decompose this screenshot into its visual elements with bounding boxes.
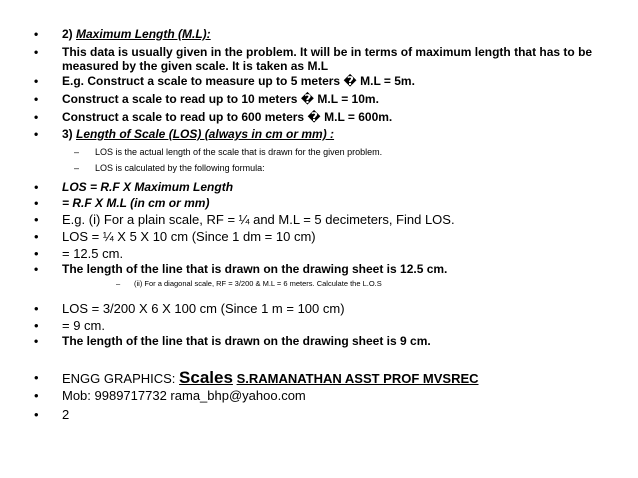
bullet: • bbox=[34, 262, 39, 276]
bullet: • bbox=[34, 180, 39, 194]
los-formula-short-text: = R.F X M.L (in cm or mm) bbox=[62, 196, 210, 210]
contact-text: Mob: 9989717732 rama_bhp@yahoo.com bbox=[62, 388, 306, 403]
conclusion-2-text: The length of the line that is drawn on the drawing sheet is 9 cm. bbox=[62, 334, 431, 348]
example-600m-text: Construct a scale to read up to 600 meters � M.L = 600m. bbox=[62, 110, 393, 124]
bullet: • bbox=[34, 407, 39, 422]
dash: – bbox=[74, 147, 80, 157]
bullet: • bbox=[34, 301, 39, 316]
plain-scale-example-text: E.g. (i) For a plain scale, RF = ¼ and M.L = 5 decimeters, Find LOS. bbox=[62, 212, 455, 227]
bullet: • bbox=[34, 196, 39, 210]
los-definition-text: LOS is the actual length of the scale that is drawn for the given problem. bbox=[95, 147, 383, 157]
dash: – bbox=[74, 163, 80, 173]
ml-description-text: This data is usually given in the problem. It will be in terms of maximum length that has to be measured by the given scale. It is taken as M.L bbox=[62, 45, 593, 73]
example-10m-text: Construct a scale to read up to 10 meters � M.L = 10m. bbox=[62, 92, 379, 106]
item-number: 3) bbox=[62, 127, 73, 141]
bullet: • bbox=[34, 212, 39, 227]
los-result-2-text: = 9 cm. bbox=[62, 318, 105, 333]
scales-title: Scales bbox=[179, 368, 233, 387]
los-formula-text: LOS = R.F X Maximum Length bbox=[62, 180, 234, 194]
bullet: • bbox=[34, 110, 39, 124]
los-calc-2-text: LOS = 3/200 X 6 X 100 cm (Since 1 m = 100 cm) bbox=[62, 301, 345, 316]
diagonal-scale-example-text: (ii) For a diagonal scale, RF = 3/200 & M.L = 6 meters. Calculate the L.O.S bbox=[134, 279, 382, 288]
bullet: • bbox=[34, 92, 39, 106]
bullet: • bbox=[34, 246, 39, 261]
dash: – bbox=[116, 279, 121, 288]
course-prefix: ENGG GRAPHICS: bbox=[62, 371, 176, 386]
los-calc-1-text: LOS = ¼ X 5 X 10 cm (Since 1 dm = 10 cm) bbox=[62, 229, 316, 244]
item-number: 2) bbox=[62, 27, 73, 41]
conclusion-1-text: The length of the line that is drawn on the drawing sheet is 12.5 cm. bbox=[62, 262, 448, 276]
bullet: • bbox=[34, 334, 39, 348]
heading-maximum-length: Maximum Length (M.L): bbox=[76, 27, 211, 41]
bullet: • bbox=[34, 74, 39, 88]
bullet: • bbox=[34, 45, 39, 59]
bullet: • bbox=[34, 27, 39, 41]
bullet: • bbox=[34, 127, 39, 141]
author-name: S.RAMANATHAN ASST PROF MVSREC bbox=[236, 371, 479, 386]
los-formula-intro-text: LOS is calculated by the following formula: bbox=[95, 163, 265, 173]
page-number: 2 bbox=[62, 407, 70, 422]
bullet: • bbox=[34, 318, 39, 333]
example-5m-text: E.g. Construct a scale to measure up to 5 meters � M.L = 5m. bbox=[62, 74, 415, 88]
heading-length-of-scale: Length of Scale (LOS) (always in cm or mm) : bbox=[76, 127, 335, 141]
los-result-1-text: = 12.5 cm. bbox=[62, 246, 124, 261]
bullet: • bbox=[34, 388, 39, 403]
bullet: • bbox=[34, 370, 39, 385]
bullet: • bbox=[34, 229, 39, 244]
